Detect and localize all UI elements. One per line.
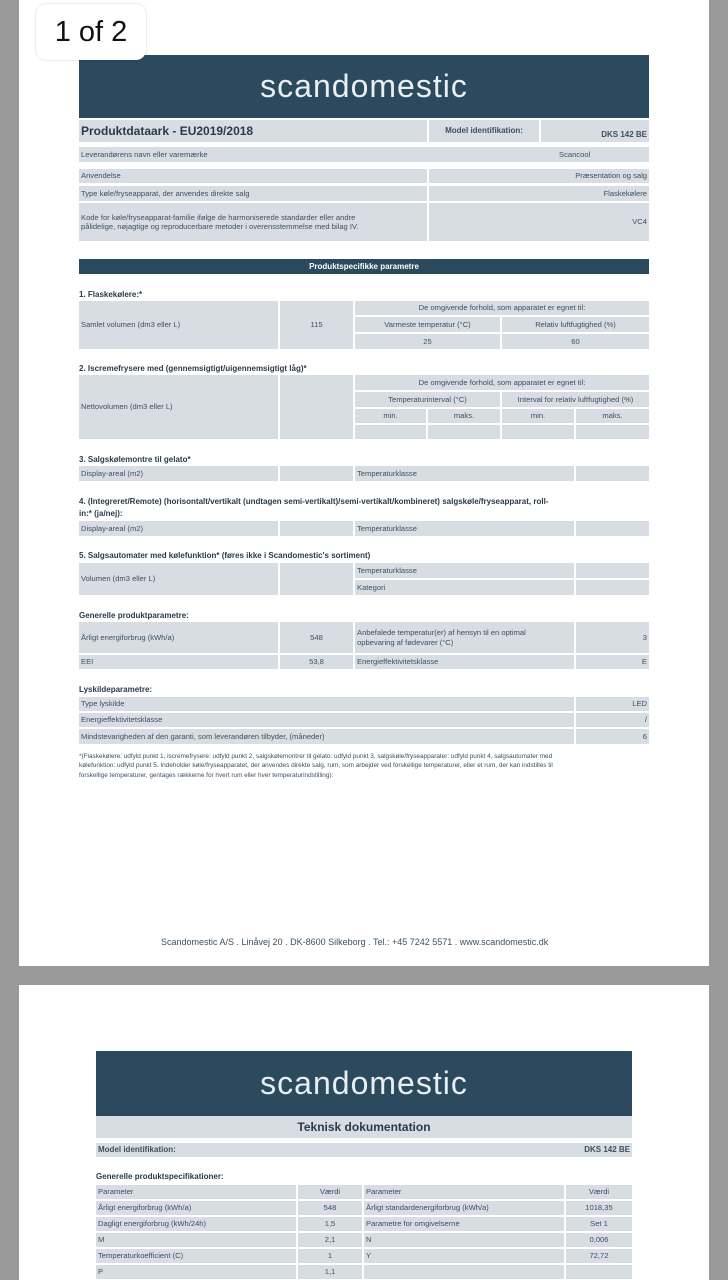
spec-column-header: Parameter [96, 1185, 296, 1199]
s2-empty-3 [502, 425, 574, 439]
section-1-heading: 1. Flaskekølere:* [79, 290, 143, 299]
use-label: Anvendelse [79, 169, 427, 183]
spec-column-header: Værdi [566, 1185, 632, 1199]
general-rec-temp-label [355, 622, 574, 653]
spec-table-cell: 548 [298, 1201, 362, 1215]
s5-volume-value [280, 563, 353, 595]
spec-table-cell: Årligt standardenergiforbrug (kWh/a) [364, 1201, 564, 1215]
spec-table-cell: 0,006 [566, 1233, 632, 1247]
code-label-line-2: pålidelige, nøjagtige og reproducerbare metoder i overensstemmelse med bilag IV. [81, 222, 359, 231]
footnote-line-3: forskellige temperaturer, gentages rækkerne for hvert rum eller hver temperaturindstilling): [79, 771, 334, 779]
spec-column-header: Værdi [298, 1185, 362, 1199]
light-eclass-label: Energieffektivitetsklasse [79, 713, 574, 727]
footnote-line-2: kølefunktion: udfyld punkt 5. Indeholder køle/fryseapparatet, der anvendes direkte salg, rum, som arbejder ved forskellige temperaturer, eller et rum, der kan indstilles til [79, 762, 553, 770]
s1-env-header: De omgivende forhold, som apparatet er egnet til: [355, 301, 649, 315]
section-4-heading-line-1: 4. (Integreret/Remote) (horisontalt/vertikalt (undtagen semi-vertikalt)/semi-vertikalt/kombineret) salgskøle/fryseapparat, roll- [79, 497, 549, 506]
s1-humidity-label: Relativ luftfugtighed (%) [502, 317, 649, 332]
s1-temp-label: Varmeste temperatur (°C) [355, 317, 500, 332]
s1-volume-value: 115 [280, 301, 353, 349]
light-type-value: LED [576, 697, 649, 711]
brand-banner [79, 55, 649, 118]
use-value: Præsentation og salg [429, 169, 649, 183]
spec-table-cell: 2,1 [298, 1233, 362, 1247]
light-warranty-label: Mindstevarigheden af den garanti, som leverandøren tilbyder, (måneder) [79, 729, 574, 744]
s5-class-label: Temperaturklasse [355, 563, 574, 578]
general-eei-label: EEI [79, 655, 278, 669]
spec-table-cell: M [96, 1233, 296, 1247]
s2-env-header: De omgivende forhold, som apparatet er egnet til: [355, 375, 649, 390]
p2-model-label: Model identifikation: [96, 1143, 496, 1157]
spec-table-cell: N [364, 1233, 564, 1247]
document-page-1 [19, 0, 709, 966]
s3-class-label: Temperaturklasse [355, 466, 574, 481]
section-3-heading: 3. Salgskølemontre til gelato* [79, 455, 191, 464]
general-energy-value: 548 [280, 622, 353, 653]
company-footer: Scandomestic A/S . Linåvej 20 . DK-8600 Silkeborg . Tel.: +45 7242 5571 . www.scandomestic.dk [161, 937, 549, 947]
s2-net-label: Nettovolumen (dm3 eller L) [79, 375, 278, 439]
s1-humidity-value: 60 [502, 334, 649, 349]
s5-class-value [576, 563, 649, 578]
type-label: Type køle/fryseapparat, der anvendes direkte salg [79, 186, 427, 201]
footnote-line-1: *(Flaskekølere: udfyld punkt 1, iscremefrysere: udfyld punkt 2, salgskølemontrer til gelato: udfyld punkt 3, salgskøle/fryseapparater: udfyld punkt 4, salgsautomater med [79, 753, 553, 760]
s3-display-label: Display-areal (m2) [79, 466, 278, 481]
general-heading: Generelle produktparametre: [79, 611, 189, 620]
section-2-heading: 2. Iscremefrysere med (gennemsigtigt/uigennemsigtigt låg)* [79, 364, 307, 373]
s2-empty-1 [355, 425, 426, 439]
s2-net-value [280, 375, 353, 439]
spec-table-cell: 1018,35 [566, 1201, 632, 1215]
code-label-line-1: Kode for køle/fryseapparat-familie ifølge de harmoniserede standarder eller andre [81, 212, 356, 222]
spec-table-cell: 72,72 [566, 1249, 632, 1263]
s2-max-2: maks. [576, 409, 649, 423]
s2-min-1: min. [355, 409, 426, 423]
s2-max-1: maks. [428, 409, 500, 423]
general-eclass-label: Energieffektivitetsklasse [355, 655, 574, 669]
general-rec-temp-value: 3 [576, 622, 649, 653]
section-5-heading: 5. Salgsautomater med kølefunktion* (føres ikke i Scandomestic's sortiment) [79, 551, 371, 560]
s2-empty-4 [576, 425, 649, 439]
section-4-heading-line-2: in:* (ja/nej): [79, 509, 123, 518]
s4-display-label: Display-areal (m2) [79, 521, 278, 536]
s2-empty-2 [428, 425, 500, 439]
p2-model-value: DKS 142 BE [496, 1143, 632, 1157]
brand-banner-2 [96, 1051, 632, 1116]
spec-table-cell [364, 1265, 564, 1279]
spec-table-cell: Parametre for omgivelserne [364, 1217, 564, 1231]
spec-table-cell: 1,1 [298, 1265, 362, 1279]
rec-temp-line-2: opbevaring af fødevarer (°C) [357, 637, 454, 647]
spec-header: Produktspecifikke parametre [79, 259, 649, 274]
light-heading: Lyskildeparametre: [79, 685, 153, 694]
page-counter: 1 of 2 [36, 4, 146, 60]
spec-column-header: Parameter [364, 1185, 564, 1199]
document-page-2 [19, 985, 709, 1280]
general-energy-label: Årligt energiforbrug (kWh/a) [79, 622, 278, 653]
s4-class-value [576, 521, 649, 536]
tech-doc-title: Teknisk dokumentation [96, 1116, 632, 1138]
model-label: Model identifikation: [429, 120, 539, 142]
s3-display-value [280, 466, 353, 481]
general-eclass-value: E [576, 655, 649, 669]
brand-logo-2: scandomestic [260, 1065, 468, 1101]
spec-heading: Generelle produktspecifikationer: [96, 1172, 224, 1181]
s5-category-value [576, 580, 649, 595]
general-eei-value: 53,8 [280, 655, 353, 669]
s1-volume-label: Samlet volumen (dm3 eller L) [79, 301, 278, 349]
spec-table-cell: 1,5 [298, 1217, 362, 1231]
rec-temp-line-1: Anbefalede temperatur(er) af hensyn til en optimal [357, 628, 526, 638]
s4-display-value [280, 521, 353, 536]
s2-min-2: min. [502, 409, 574, 423]
type-value: Flaskekølere [429, 186, 649, 201]
light-type-label: Type lyskilde [79, 697, 574, 711]
spec-table-cell: Dagligt energiforbrug (kWh/24h) [96, 1217, 296, 1231]
s1-temp-value: 25 [355, 334, 500, 349]
s4-class-label: Temperaturklasse [355, 521, 574, 536]
spec-table-cell: 1 [298, 1249, 362, 1263]
spec-table-cell: Årligt energiforbrug (kWh/a) [96, 1201, 296, 1215]
s2-humidity-interval: Interval for relativ luftfugtighed (%) [502, 392, 649, 407]
code-label [79, 203, 427, 241]
code-value: VC4 [429, 203, 649, 241]
spec-table-cell: P [96, 1265, 296, 1279]
spec-table-cell: Y [364, 1249, 564, 1263]
s3-class-value [576, 466, 649, 481]
datasheet-title: Produktdataark - EU2019/2018 [79, 120, 427, 142]
light-warranty-value: 6 [576, 729, 649, 744]
supplier-value: Scancool [559, 150, 591, 159]
spec-table-cell: Set 1 [566, 1217, 632, 1231]
brand-logo: scandomestic [260, 68, 468, 104]
s2-temp-interval: Temperaturinterval (°C) [355, 392, 500, 407]
s5-volume-label: Volumen (dm3 eller L) [79, 563, 278, 595]
model-value: DKS 142 BE [541, 120, 649, 142]
footnote [79, 752, 649, 780]
spec-table-cell: Temperaturkoefficient (C) [96, 1249, 296, 1263]
s5-category-label: Kategori [355, 580, 574, 595]
spec-table-cell [566, 1265, 632, 1279]
supplier-label: Leverandørens navn eller varemærke [79, 147, 649, 162]
light-eclass-value: / [576, 713, 649, 727]
